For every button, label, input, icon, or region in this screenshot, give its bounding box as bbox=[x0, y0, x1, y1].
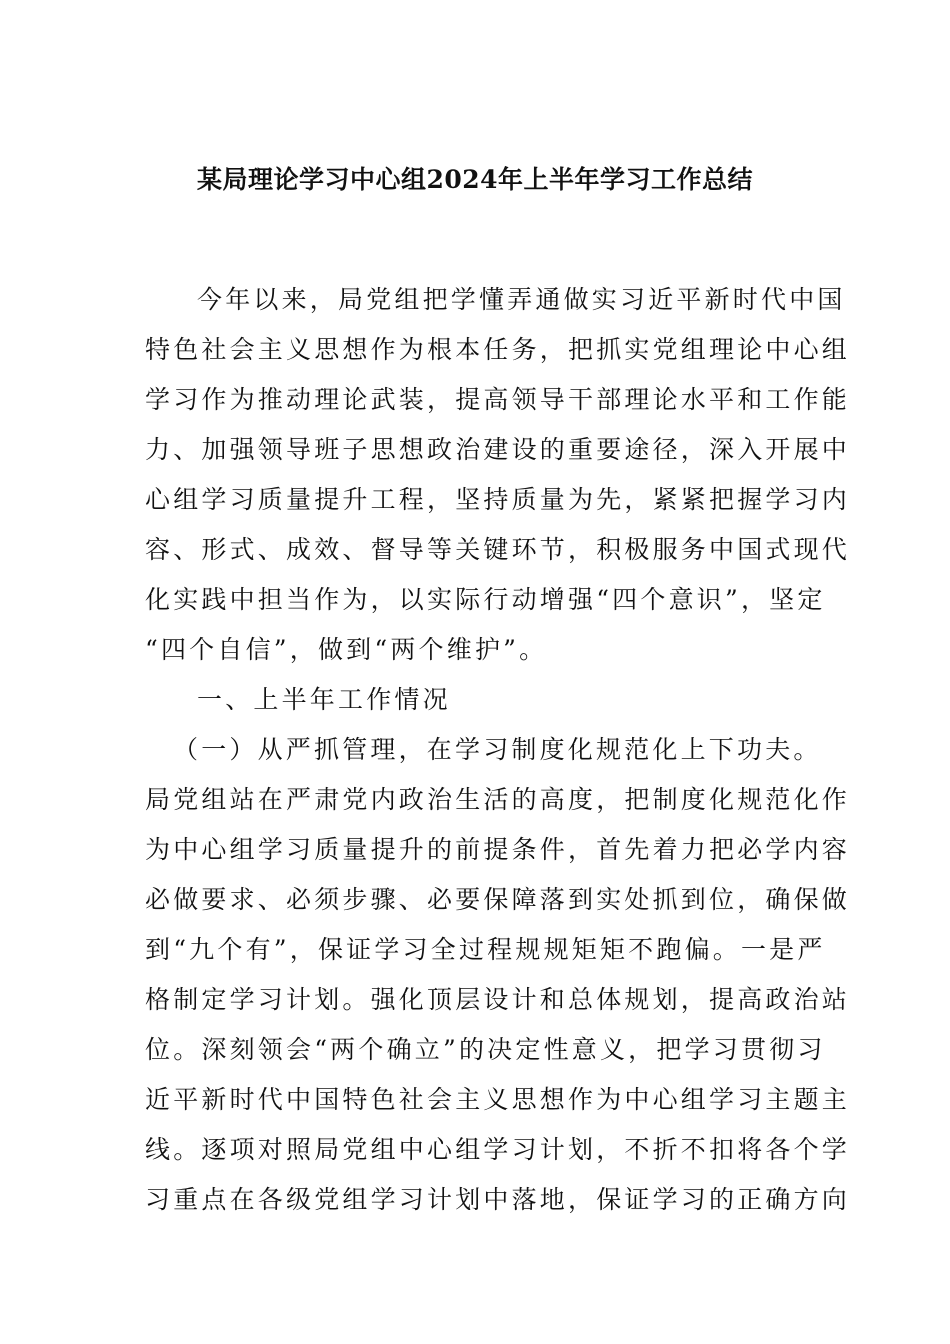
text-line: 特色社会主义思想作为根本任务，把抓实党组理论中心组 bbox=[145, 335, 851, 364]
text-line: 力、加强领导班子思想政治建设的重要途径，深入开展中 bbox=[145, 435, 851, 464]
text-line: 格制定学习计划。强化顶层设计和总体规划，提高政治站 bbox=[145, 985, 851, 1014]
text-line: 今年以来，局党组把学懂弄通做实习近平新时代中国 bbox=[197, 285, 846, 314]
section-heading: 一、上半年工作情况 bbox=[197, 685, 451, 714]
intro-paragraph bbox=[145, 275, 851, 675]
text-line: 习重点在各级党组学习计划中落地，保证学习的正确方向 bbox=[145, 1185, 851, 1214]
text-line: 线。逐项对照局党组中心组学习计划，不折不扣将各个学 bbox=[145, 1135, 851, 1164]
text-line: 心组学习质量提升工程，坚持质量为先，紧紧把握学习内 bbox=[145, 485, 851, 514]
subsection-paragraph bbox=[145, 725, 851, 1225]
text-line: 学习作为推动理论武装，提高领导干部理论水平和工作能 bbox=[145, 385, 851, 414]
text-line: 化实践中担当作为，以实际行动增强“四个意识”，坚定 bbox=[145, 585, 826, 614]
document-body bbox=[145, 275, 851, 1225]
text-line: 为中心组学习质量提升的前提条件，首先着力把必学内容 bbox=[145, 835, 851, 864]
text-line: 容、形式、成效、督导等关键环节，积极服务中国式现代 bbox=[145, 535, 851, 564]
subsection-heading: （一）从严抓管理，在学习制度化规范化上下功夫。 bbox=[173, 735, 822, 764]
text-line: 位。深刻领会“两个确立”的决定性意义，把学习贯彻习 bbox=[145, 1035, 826, 1064]
text-line: 必做要求、必须步骤、必要保障落到实处抓到位，确保做 bbox=[145, 885, 851, 914]
text-line: 局党组站在严肃党内政治生活的高度，把制度化规范化作 bbox=[145, 785, 851, 814]
document-title: 某局理论学习中心组2024年上半年学习工作总结 bbox=[196, 165, 754, 194]
text-line: “四个自信”，做到“两个维护”。 bbox=[145, 635, 548, 664]
text-line: 到“九个有”，保证学习全过程规规矩矩不跑偏。一是严 bbox=[145, 935, 826, 964]
text-line: 近平新时代中国特色社会主义思想作为中心组学习主题主 bbox=[145, 1085, 851, 1114]
